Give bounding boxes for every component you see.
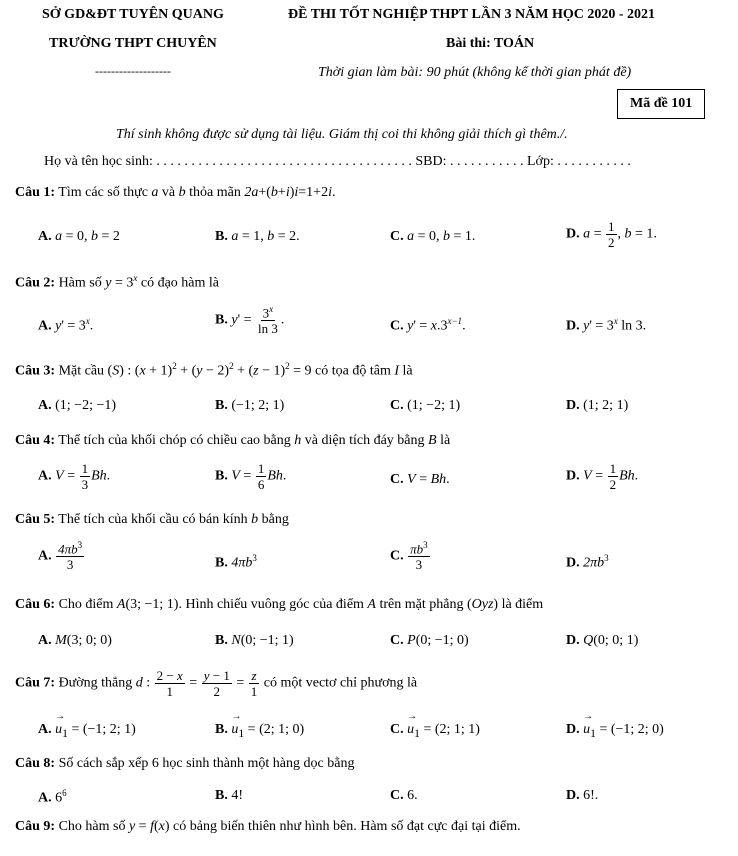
q5-option-b: B. $4\pi b^3$: [215, 553, 257, 571]
q5-option-a: A. $\frac{4\pi b^3}{3}$: [38, 540, 83, 573]
question-3: Câu 3: Mặt cầu (S) : $(x + 1)^2 + (y - 2)^2 + (z - 1)^2 = 9$ có tọa độ tâm I là: [15, 361, 413, 379]
q1-option-d: D. a = $\frac{1}{2}$ , b = 1.: [566, 219, 657, 250]
q4-option-b: B. V = $\frac{1}{6}$ Bh.: [215, 461, 287, 492]
q6-option-d: D. Q(0; 0; 1): [566, 633, 639, 648]
q3-option-a: A. (1; −2; −1): [38, 398, 117, 413]
q1-option-b: B. a = 1, b = 2.: [215, 229, 300, 244]
question-label: Câu 8:: [15, 756, 56, 771]
question-9: Câu 9: Cho hàm số y = f(x) có bảng biến thiên như hình bên. Hàm số đạt cực đại tại điểm.: [15, 819, 521, 834]
q5-option-c: C. $\frac{\pi b^3}{3}$: [390, 540, 428, 573]
question-label: Câu 3:: [15, 363, 56, 379]
q8-option-d: D. 6!.: [566, 788, 599, 803]
question-label: Câu 6:: [15, 597, 56, 612]
q8-option-b: B. 4!: [215, 788, 244, 803]
exam-code-box: Mã đề 101: [617, 89, 705, 119]
q6-option-b: B. N(0; −1; 1): [215, 633, 294, 648]
question-label: Câu 9:: [15, 819, 56, 834]
q2-option-b: B. y' = $\frac{3^x}{\ln 3}$ .: [215, 304, 285, 337]
question-4: Câu 4: Thể tích của khối chóp có chiều cao bằng h và diện tích đáy bằng B là: [15, 433, 451, 448]
q4-option-a: A. V = $\frac{1}{3}$ Bh.: [38, 461, 111, 492]
q7-option-b: B. → $u_1 = (2$; 1; 0): [215, 722, 304, 740]
question-label: Câu 5:: [15, 512, 56, 527]
q2-option-c: C. $y' = x.3^{x-1}$.: [390, 316, 466, 334]
q6-option-c: C. P(0; −1; 0): [390, 633, 469, 648]
q4-option-d: D. V = $\frac{1}{2}$ Bh.: [566, 461, 639, 492]
exam-time: Thời gian làm bài: 90 phút (không kể thời gian phát đề): [318, 65, 632, 80]
q8-option-a: A. $6^6$: [38, 788, 67, 806]
question-label: Câu 4:: [15, 433, 56, 448]
instruction: Thí sinh không được sử dụng tài liệu. Giám thị coi thi không giải thích gì thêm./.: [116, 127, 568, 142]
question-6: Câu 6: Cho điểm A(3; −1; 1). Hình chiếu vuông góc của điểm A trên mặt phẳng (Oyz) là điểm: [15, 597, 544, 612]
student-info-line: Họ và tên học sinh: . . . . . . . . . . . . . . . . . . . . . . . . . . . . . . . . . . . . . SBD: . . . . . . . . . . . Lớp: . . . . . . . . . . .: [44, 154, 631, 169]
q3-option-d: D. (1; 2; 1): [566, 398, 629, 413]
q7-option-d: D. → $u_1 = (-1$; 2; 0): [566, 722, 664, 740]
department-name: SỞ GD&ĐT TUYÊN QUANG: [42, 7, 224, 22]
q1-option-c: C. a = 0, b = 1.: [390, 229, 476, 244]
q4-option-c: C. V = Bh.: [390, 472, 450, 487]
question-label: Câu 1:: [15, 185, 56, 200]
q5-option-d: D. $2\pi b^3$: [566, 553, 609, 571]
question-8: Câu 8: Số cách sắp xếp 6 học sinh thành một hàng dọc bằng: [15, 756, 355, 771]
exam-subject: Bài thi: TOÁN: [446, 36, 535, 51]
exam-title: ĐỀ THI TỐT NGHIỆP THPT LẦN 3 NĂM HỌC 2020 - 2021: [288, 7, 656, 22]
q3-option-c: C. (1; −2; 1): [390, 398, 461, 413]
q2-option-a: A. $y' = 3^x$.: [38, 316, 94, 334]
question-label: Câu 2:: [15, 275, 56, 291]
question-5: Câu 5: Thể tích của khối cầu có bán kính b bằng: [15, 512, 289, 527]
question-7: Câu 7: Đường thẳng d : $\frac{2 - x}{1}$ = $\frac{y - 1}{2}$ = $\frac{z}{1}$ có một vectơ chỉ phương là: [15, 668, 418, 699]
question-label: Câu 7:: [15, 675, 56, 691]
question-2: Câu 2: Hàm số $y = 3^x$ có đạo hàm là: [15, 273, 219, 291]
q1-option-a: A. a = 0, b = 2: [38, 229, 120, 244]
school-name: TRƯỜNG THPT CHUYÊN: [49, 36, 217, 51]
q6-option-a: A. M(3; 0; 0): [38, 633, 112, 648]
q7-option-c: C. → $u_1 = (2$; 1; 1): [390, 722, 480, 740]
q7-option-a: A. → $u_1 = (-1$; 2; 1): [38, 722, 136, 740]
q2-option-d: D. $y' = 3^x$ ln 3.: [566, 316, 647, 334]
q8-option-c: C. 6.: [390, 788, 418, 803]
divider-dashes: -------------------: [95, 64, 171, 78]
question-1: Câu 1: Tìm các số thực a và b thỏa mãn 2a+(b+i)i=1+2i.: [15, 185, 336, 200]
q3-option-b: B. (−1; 2; 1): [215, 398, 285, 413]
